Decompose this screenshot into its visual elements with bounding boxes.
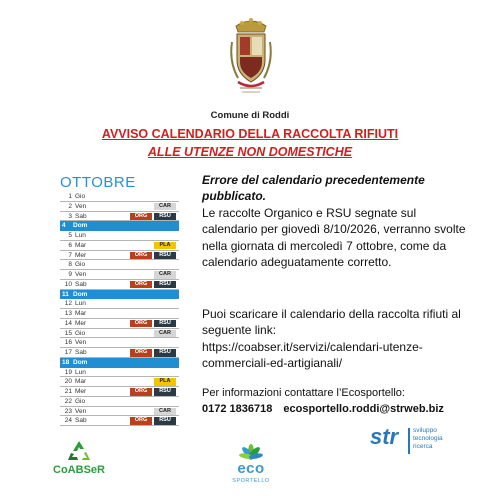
calendar-day-number: 12: [64, 300, 72, 308]
notice-subtitle: ALLE UTENZE NON DOMESTICHE: [147, 145, 353, 159]
collection-badge-org: ORG: [130, 349, 152, 357]
contact-intro: Per informazioni contattare l’Ecosportello:: [202, 387, 405, 399]
collection-badge-car: CAR: [154, 203, 176, 211]
comune-crest-icon: [228, 12, 274, 104]
collection-badge-rsu: RSU: [154, 349, 176, 357]
collection-badge-rsu: RSU: [154, 388, 176, 396]
calendar-row: [60, 260, 179, 270]
calendar-day-name: Mar: [75, 310, 87, 317]
calendar-row: [60, 192, 179, 202]
calendar-day-name: Mar: [75, 241, 87, 249]
calendar-month: OTTOBRE: [60, 174, 136, 191]
calendar-row: [60, 348, 179, 358]
calendar-rows: [60, 192, 179, 426]
calendar-row: [60, 387, 179, 397]
calendar-row-sunday: [60, 221, 179, 231]
collection-badge-rsu: RSU: [154, 417, 176, 425]
calendar-day-number: 11: [62, 290, 69, 298]
calendar-day-name: Mer: [75, 388, 87, 395]
collection-badge-org: ORG: [130, 417, 152, 425]
calendar-day-name: Sab: [75, 417, 87, 425]
collection-badge-car: CAR: [154, 330, 176, 338]
calendar-day-number: 10: [64, 280, 72, 288]
calendar-day-number: 16: [64, 339, 72, 347]
calendar-row: [60, 270, 179, 280]
calendar-day-name: Gio: [75, 329, 86, 337]
calendar-day-name: Gio: [75, 261, 86, 269]
calendar-day-number: 20: [64, 378, 72, 386]
eco-text: eco: [237, 460, 265, 477]
calendar-day-name: Dom: [73, 358, 88, 366]
calendar-day-name: Gio: [75, 193, 86, 200]
calendar-day-number: 1: [68, 193, 72, 200]
notice-title: AVVISO CALENDARIO DELLA RACCOLTA RIFIUTI: [101, 127, 399, 141]
calendar-row-sunday: [60, 358, 179, 368]
error-title: Errore del calendario precedentemente pubblicato.: [202, 173, 425, 204]
calendar-day-name: Lun: [75, 300, 86, 308]
calendar-day-number: 19: [64, 368, 72, 376]
calendar-day-name: Ven: [75, 407, 87, 415]
error-notice: [202, 172, 472, 270]
calendar-row: [60, 416, 179, 426]
calendar-day-name: Sab: [75, 212, 87, 220]
collection-badge-rsu: RSU: [154, 320, 176, 328]
download-notice: [202, 306, 472, 372]
calendar-day-name: Lun: [75, 368, 86, 376]
calendar-day-name: Lun: [75, 232, 86, 239]
collection-badge-pla: PLA: [154, 378, 176, 386]
str-line-2: tecnologia: [413, 435, 443, 442]
calendar-day-number: 14: [64, 319, 72, 327]
calendar-day-number: 3: [68, 212, 72, 220]
calendar-day-number: 13: [64, 310, 72, 317]
calendar-day-name: Mer: [75, 251, 87, 259]
calendar-row: [60, 407, 179, 417]
calendar-row: [60, 202, 179, 212]
calendar-day-number: 17: [64, 349, 72, 356]
calendar-row-sunday: [60, 290, 179, 300]
calendar-day-number: 2: [68, 202, 72, 210]
coabser-logo: [44, 440, 114, 480]
collection-badge-org: ORG: [130, 388, 152, 396]
calendar-day-number: 6: [68, 241, 72, 249]
collection-badge-org: ORG: [130, 320, 152, 328]
leaf-burst-icon: [236, 438, 266, 460]
calendar-row: [60, 251, 179, 261]
calendar-day-number: 23: [64, 407, 72, 415]
calendar-row: [60, 241, 179, 251]
calendar-day-name: Ven: [75, 339, 87, 347]
calendar-row: [60, 231, 179, 241]
calendar-row: [60, 377, 179, 387]
calendar-day-name: Mar: [75, 378, 87, 386]
str-line-3: ricerca: [413, 443, 433, 450]
calendar-row: [60, 319, 179, 329]
calendar-day-number: 7: [68, 251, 72, 259]
calendar-row: [60, 338, 179, 348]
collection-badge-org: ORG: [130, 252, 152, 260]
contact-email[interactable]: ecosportello.roddi@strweb.biz: [283, 403, 444, 415]
collection-badge-rsu: RSU: [154, 252, 176, 260]
collection-badge-pla: PLA: [154, 242, 176, 250]
ecosportello-logo: [226, 438, 276, 488]
download-link[interactable]: https://coabser.it/servizi/calendari-utenze-commerciali-ed-artigianali/: [202, 339, 423, 371]
calendar-day-name: Dom: [73, 290, 88, 298]
error-body: Le raccolte Organico e RSU segnate sul calendario per giovedì 8/10/2026, verranno svolte nella giornata di mercoledì 7 ottobre, come da calendario adeguatamente corretto.: [202, 205, 466, 270]
str-line-1: sviluppo: [413, 427, 437, 434]
calendar-row: [60, 212, 179, 222]
calendar-day-number: 8: [68, 261, 72, 269]
collection-badge-rsu: RSU: [154, 281, 176, 289]
calendar-row: [60, 368, 179, 378]
str-logo: [370, 424, 460, 460]
contact-info: [202, 386, 492, 416]
calendar-day-name: Ven: [75, 271, 87, 278]
calendar-day-name: Ven: [75, 202, 87, 210]
str-tagline: [413, 427, 443, 451]
coabser-name: CoABSeR: [53, 464, 105, 476]
calendar-day-number: 4: [62, 222, 66, 230]
calendar-row: [60, 280, 179, 290]
calendar-row: [60, 299, 179, 309]
contact-phone: 0172 1836718: [202, 403, 273, 415]
download-text: Puoi scaricare il calendario della raccolta rifiuti al seguente link:: [202, 307, 461, 338]
calendar-day-name: Dom: [73, 222, 88, 230]
calendar-day-number: 9: [68, 271, 72, 278]
eco-sub-text: SPORTELLO: [232, 478, 270, 484]
calendar-day-number: 22: [64, 397, 72, 405]
calendar-row: [60, 309, 179, 319]
calendar-day-name: Mer: [75, 319, 87, 327]
collection-badge-car: CAR: [154, 408, 176, 416]
collection-calendar: [60, 174, 179, 426]
collection-badge-org: ORG: [130, 213, 152, 221]
str-text: str: [370, 424, 399, 449]
calendar-day-number: 5: [68, 232, 72, 239]
calendar-day-number: 21: [64, 388, 72, 395]
calendar-day-name: Sab: [75, 349, 87, 356]
calendar-row: [60, 329, 179, 339]
str-divider: [408, 428, 410, 454]
comune-name: Comune di Roddi: [210, 110, 290, 121]
calendar-day-name: Sab: [75, 280, 87, 288]
recycle-icon: [67, 440, 91, 462]
calendar-day-number: 24: [64, 417, 72, 425]
calendar-day-name: Gio: [75, 397, 86, 405]
collection-badge-org: ORG: [130, 281, 152, 289]
collection-badge-car: CAR: [154, 271, 176, 279]
calendar-day-number: 15: [64, 329, 72, 337]
calendar-day-number: 18: [62, 358, 70, 366]
calendar-row: [60, 397, 179, 407]
collection-badge-rsu: RSU: [154, 213, 176, 221]
